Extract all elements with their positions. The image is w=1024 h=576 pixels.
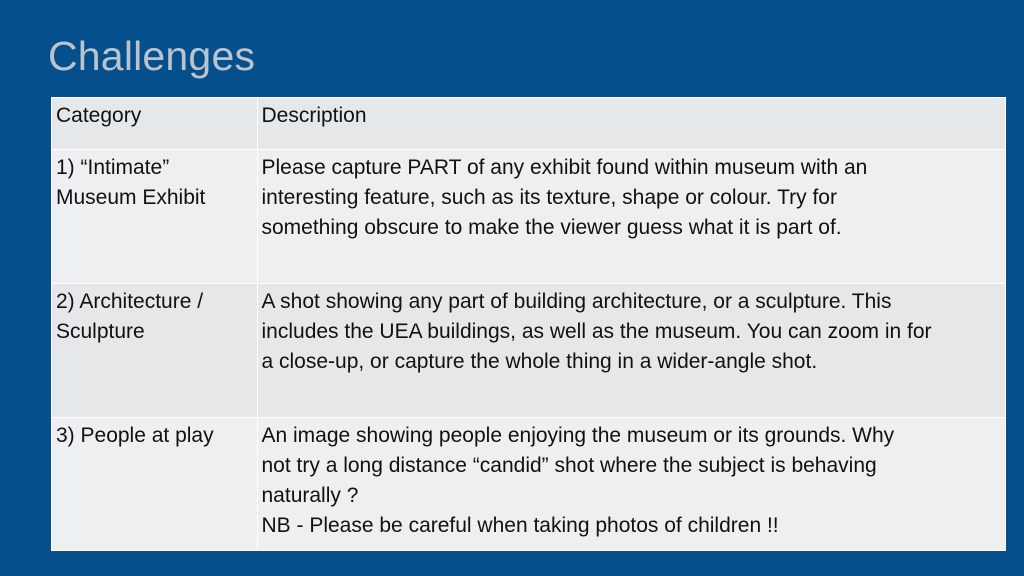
- slide-title: Challenges: [48, 33, 256, 79]
- description-line: includes the UEA buildings, as well as the museum. You can zoom in for: [261, 320, 932, 343]
- category-cell: [52, 418, 258, 551]
- table-row: [52, 284, 1006, 418]
- description-line: a close-up, or capture the whole thing in a wider-angle shot.: [261, 350, 818, 373]
- category-cell: [52, 284, 258, 418]
- description-cell: [257, 284, 1006, 418]
- category-line: Sculpture: [56, 320, 145, 343]
- description-line: NB - Please be careful when taking photos of children !!: [261, 514, 779, 537]
- table-header-row: [52, 98, 1006, 150]
- description-line: naturally ?: [261, 484, 359, 507]
- description-line: not try a long distance “candid” shot where the subject is behaving: [261, 454, 877, 477]
- category-line: 1) “Intimate”: [56, 156, 170, 179]
- header-description: Description: [257, 98, 1006, 150]
- table-row: [52, 418, 1006, 551]
- category-cell: [52, 150, 258, 284]
- description-cell: [257, 418, 1006, 551]
- category-line: Museum Exhibit: [56, 186, 206, 209]
- description-line: An image showing people enjoying the museum or its grounds. Why: [261, 424, 895, 447]
- category-line: 3) People at play: [56, 424, 214, 447]
- category-line: 2) Architecture /: [56, 290, 204, 313]
- description-line: something obscure to make the viewer guess what it is part of.: [261, 216, 842, 239]
- description-line: interesting feature, such as its texture, shape or colour. Try for: [261, 186, 837, 209]
- description-line: A shot showing any part of building architecture, or a sculpture. This: [261, 290, 892, 313]
- description-cell: [257, 150, 1006, 284]
- challenges-table: [51, 97, 1006, 551]
- header-category: Category: [52, 98, 258, 150]
- table-row: [52, 150, 1006, 284]
- description-line: Please capture PART of any exhibit found within museum with an: [261, 156, 868, 179]
